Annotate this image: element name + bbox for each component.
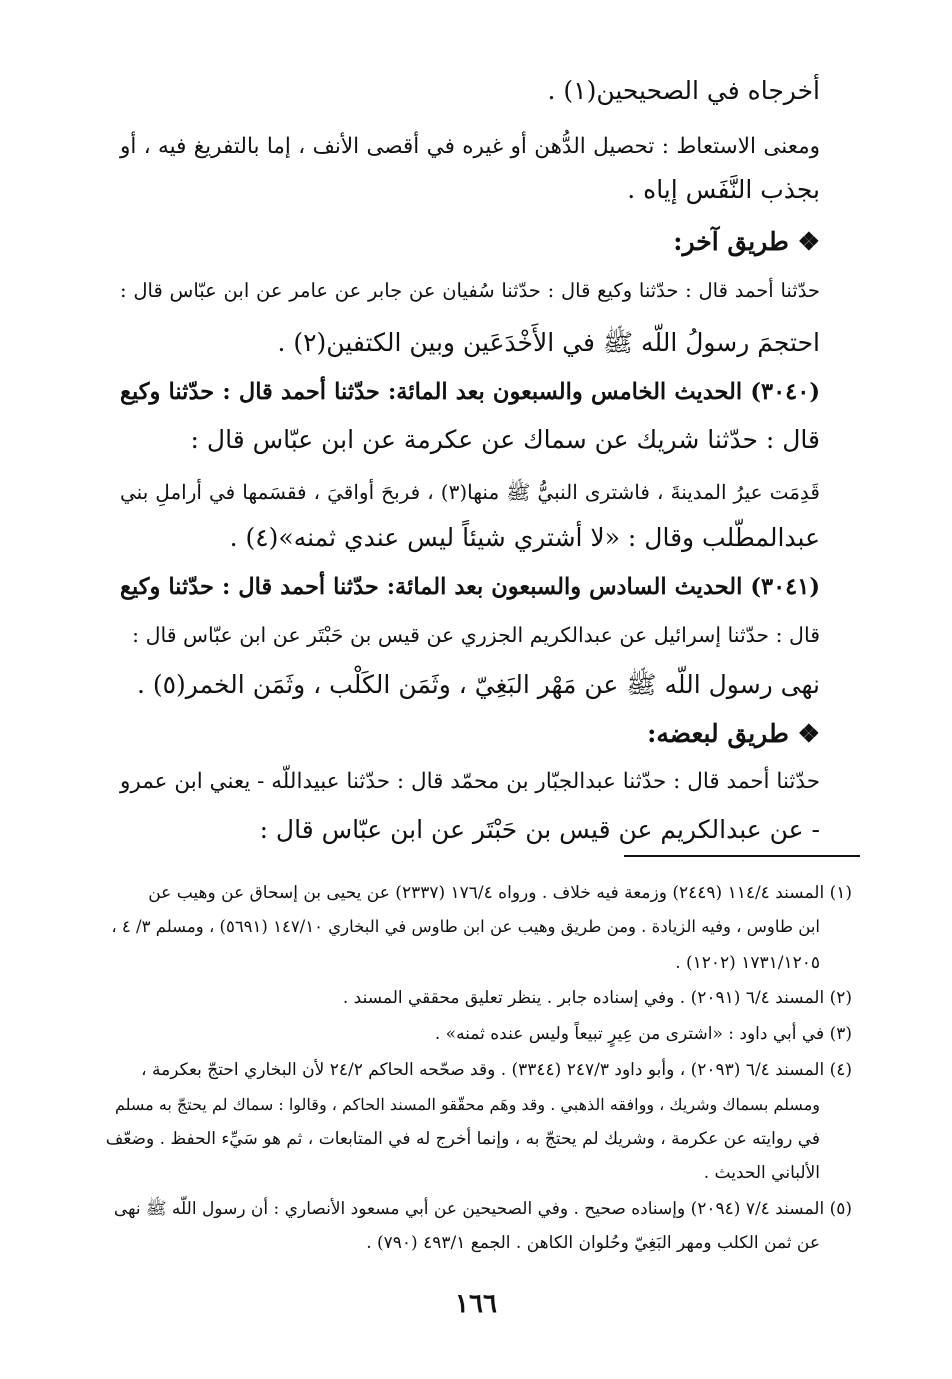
footnote-divider bbox=[624, 855, 860, 857]
footnote-line: عن ثمن الكلب ومهر البَغِيّ وحُلوان الكاهن . الجمع ٤٩٣/١ (٧٩٠) . bbox=[366, 1233, 820, 1253]
footnote-line: (١) المسند ١١٤/٤ (٢٤٤٩) وزمعة فيه خلاف . ورواه ١٧٦/٤ (٢٣٣٧) عن يحيى بن إسحاق عن وهيب عن bbox=[148, 883, 852, 903]
body-line: نهى رسول اللّه ﷺ عن مَهْر البَغِيّ ، وثَمَن الكَلْب ، وثَمَن الخمر(٥) . bbox=[136, 670, 820, 699]
footnote-line: في روايته عن عكرمة ، وشريك لم يحتجّ به ، وإنما أخرج له في المتابعات ، ثم هو سَيِّء الحفظ . وضعّف bbox=[105, 1129, 820, 1149]
footnote-line: الألباني الحديث . bbox=[703, 1163, 820, 1183]
body-line: قال : حدّثنا شريك عن سماك عن عكرمة عن ابن عبّاس قال : bbox=[190, 425, 820, 454]
body-line: حدّثنا أحمد قال : حدّثنا وكيع قال : حدّثنا سُفيان عن جابر عن عامر عن ابن عبّاس قال : bbox=[120, 279, 820, 302]
footnote-line: (٤) المسند ٦/٤ (٢٠٩٣) ، وأبو داود ٢٤٧/٣ (٣٣٤٤) . وقد صحّحه الحاكم ٢٤/٢ لأن البخاري احتجّ بعكرمة ، bbox=[141, 1060, 852, 1080]
footnote-line: ومسلم بسماك وشريك ، ووافقه الذهبي . وقد وهَم محقّقو المسند الحاكم ، وقالوا : سماك لم يحتجّ به مسلم bbox=[114, 1095, 820, 1114]
body-line: قال : حدّثنا إسرائيل عن عبدالكريم الجزري عن قيس بن حَبْتَر عن ابن عبّاس قال : bbox=[132, 623, 820, 647]
section-heading: ❖ طريق لبعضه: bbox=[647, 719, 820, 748]
page-number: ١٦٦ bbox=[455, 1289, 497, 1319]
footnote-line: ابن طاوس ، وفيه الزيادة . ومن طريق وهيب عن ابن طاوس في البخاري ١٤٧/١٠ (٥٦٩١) ، ومسلم ٣/ ٤ ، bbox=[111, 917, 820, 936]
body-line: احتجمَ رسولُ اللّه ﷺ في الأَخْدَعَين وبين الكتفين(٢) . bbox=[277, 328, 820, 357]
hadith-heading: (٣٠٤١) الحديث السادس والسبعون بعد المائة: حدّثنا أحمد قال : حدّثنا وكيع bbox=[120, 574, 820, 600]
hadith-heading: (٣٠٤٠) الحديث الخامس والسبعون بعد المائة: حدّثنا أحمد قال : حدّثنا وكيع bbox=[120, 379, 820, 405]
body-line: - عن عبدالكريم عن قيس بن حَبْتَر عن ابن عبّاس قال : bbox=[259, 815, 820, 844]
body-line: ومعنى الاستعاط : تحصيل الدُّهن أو غيره في أقصى الأنف ، إما بالتفريغ فيه ، أو bbox=[120, 134, 820, 159]
section-heading: ❖ طريق آخر: bbox=[673, 227, 820, 256]
body-line: عبدالمطّلب وقال : «لا أشتري شيئاً ليس عندي ثمنه»(٤) . bbox=[229, 523, 820, 552]
footnote-line: (٣) في أبي داود : «اشترى من عِيرٍ تبيعاً وليس عنده ثمنه» . bbox=[434, 1024, 852, 1044]
footnote-line: ١٧٣١/١٢٠٥ (١٢٠٢) . bbox=[675, 953, 820, 973]
body-line: حدّثنا أحمد قال : حدّثنا عبدالجبّار بن محمّد قال : حدّثنا عبيداللّه - يعني ابن عمرو bbox=[120, 769, 820, 794]
footnote-line: (٢) المسند ٦/٤ (٢٠٩١) . وفي إسناده جابر . ينظر تعليق محققي المسند . bbox=[342, 988, 852, 1008]
body-line: بجذب النَّفَس إياه . bbox=[627, 175, 820, 204]
body-line: قَدِمَت عيرُ المدينةَ ، فاشترى النبيُّ ﷺ منها(٣) ، فربحَ أواقيَ ، فقسَمها في أراملِ بني bbox=[120, 480, 820, 504]
footnote-line: (٥) المسند ٧/٤ (٢٠٩٤) وإسناده صحيح . وفي الصحيحين عن أبي مسعود الأنصاري : أن رسول اللّه ﷺ نهى bbox=[113, 1199, 852, 1219]
body-line: أخرجاه في الصحيحين(١) . bbox=[547, 76, 820, 105]
